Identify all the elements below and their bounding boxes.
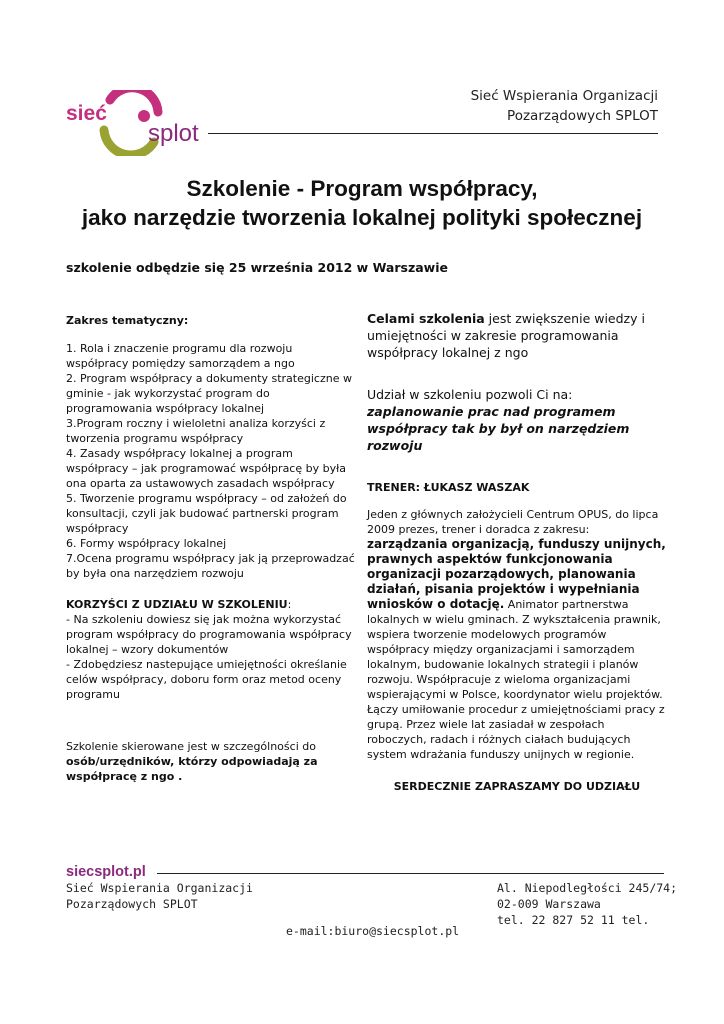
participation-emphasis: zaplanowanie prac nad programem współpracy tak by był on narzędziem rozwoju [367,404,630,453]
topic-item: 1. Rola i znaczenie programu dla rozwoju współpracy pomiędzy samorządem a ngo [66,342,295,370]
training-date: szkolenie odbędzie się 25 września 2012 w Warszawie [66,260,448,275]
logo-magenta-arc [110,90,158,112]
topic-item: 6. Formy współpracy lokalnej [66,537,227,550]
logo-text-splot: splot [148,120,199,147]
audience-plain: Szkolenie skierowane jest w szczególności do [66,740,316,753]
page-title [40,174,684,232]
footer-org-line1: Sieć Wspierania Organizacji [66,881,253,895]
title-line2: jako narzędzie tworzenia lokalnej polityki społecznej [81,205,643,230]
trainer-bio [367,507,667,762]
logo-green-arc [104,130,154,155]
footer-email: e-mail:biuro@siecsplot.pl [286,924,460,938]
goals-rest: jest zwiększenie wiedzy i umiejętności w zakresie programowania współpracy lokalnej z ngo [367,311,645,360]
benefit-item: - Zdobędziesz nastepujące umiejętności określanie celów współpracy, doboru form oraz metod oceny programu [66,658,347,701]
topic-item: 4. Zasady współpracy lokalnej a program współpracy – jak programować współpracę by była ona oparta za ustawowych zasadach współpracy [66,447,346,490]
footer-phone: tel. 22 827 52 11 tel. [497,913,650,927]
footer-brand: siecsplot.pl [66,864,146,880]
header-organization [420,86,658,126]
logo-graphic [62,90,222,156]
audience-note [66,739,356,784]
benefits-list [66,612,356,702]
topics-heading: Zakres tematyczny: [66,314,189,327]
footer-divider [157,873,664,874]
participation-plain: Udział w szkoleniu pozwoli Ci na: [367,387,573,402]
benefits-heading-colon: : [287,598,292,611]
topic-item: 2. Program współpracy a dokumenty strategiczne w gminie - jak wykorzystać program do programowania współpracy lokalnej [66,372,352,415]
participation-benefit [367,386,667,454]
topic-item: 5. Tworzenie programu współpracy – od założeń do konsultacji, czyli jak budować partnerski program współpracy [66,492,347,535]
header-org-line2: Pozarządowych SPLOT [507,108,658,124]
footer-address [497,880,677,928]
siec-splot-logo [62,90,222,156]
header-divider [208,133,658,134]
topic-item: 3.Program roczny i wieloletni analiza korzyści z tworzenia programu współpracy [66,417,326,445]
footer-organization [66,880,253,912]
topics-list [66,341,356,581]
training-goals [367,310,667,361]
benefits-heading [66,597,356,612]
logo-text-siec: sieć [66,102,107,125]
footer-org-line2: Pozarządowych SPLOT [66,897,198,911]
topic-item: 7.Ocena programu współpracy jak ją przeprowadzać by była ona narzędziem rozwoju [66,552,355,580]
invitation: SERDECZNIE ZAPRASZAMY DO UDZIAŁU [393,780,641,793]
benefit-item: - Na szkoleniu dowiesz się jak można wykorzystać program współpracy do programowania współpracy lokalnej – wzory dokumentów [66,613,352,656]
benefits-heading-text: KORZYŚCI Z UDZIAŁU W SZKOLENIU [66,598,288,611]
goals-bold: Celami szkolenia [367,311,485,326]
header-org-line1: Sieć Wspierania Organizacji [470,88,658,104]
footer-address-line1: Al. Niepodległości 245/74; [497,881,678,895]
bio-bold: zarządzania organizacją, funduszy unijnych, prawnych aspektów funkcjonowania organizacji pozarządowych, planowania działań, pisania projektów i wypełniania wniosków o dotację. [367,537,666,611]
footer-address-line2: 02-009 Warszawa [497,897,601,911]
audience-bold: osób/urzędników, którzy odpowiadają za współpracę z ngo . [66,755,318,783]
bio-plain-1: Jeden z głównych założycieli Centrum OPUS, do lipca 2009 prezes, trener i doradca z zakresu: [367,508,659,536]
title-line1: Szkolenie - Program współpracy, [186,176,538,201]
bio-plain-2: Animator partnerstwa lokalnych w wielu gminach. Z wykształcenia prawnik, wspiera tworzenie modelowych programów współpracy między organizacjami i samorządem lokalnym, budowanie lokalnych strategii i planów rozwoju. Współpracuje z wieloma organizacjami wspierającymi w Polsce, koordynator wielu projektów. Łączy umiłowanie procedur z umiejętnościami pracy z grupą. Przez wiele lat zasiadał w zespołach roboczych, radach i różnych ciałach budujących system wdrażania funduszy unijnych w regionie. [367,598,665,761]
trainer-heading: TRENER: ŁUKASZ WASZAK [367,481,530,494]
